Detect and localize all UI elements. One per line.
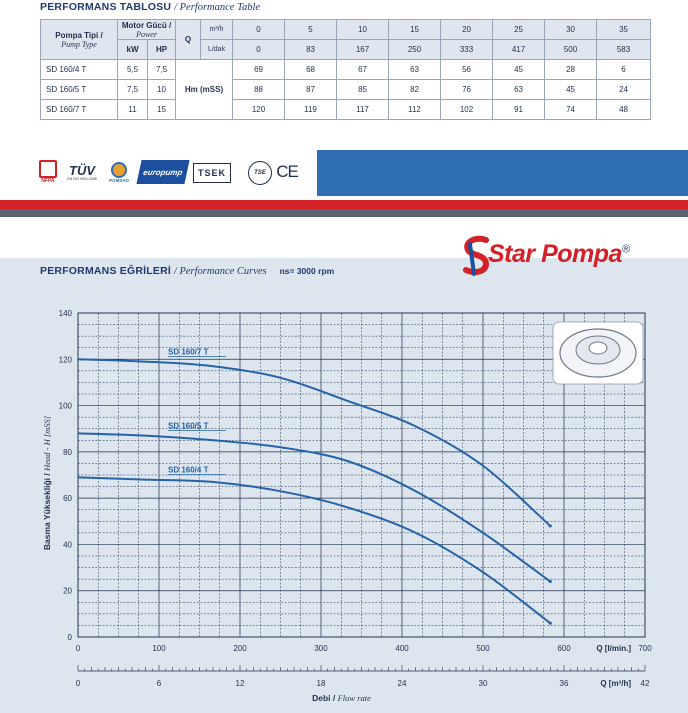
y-tick-label: 20	[63, 586, 72, 596]
row-head: 91	[493, 100, 545, 120]
y-tick-label: 60	[63, 494, 72, 504]
kw-header: kW	[118, 40, 148, 60]
y-tick-label: 40	[63, 540, 72, 550]
series-end-point	[549, 524, 552, 527]
row-model: SD 160/7 T	[41, 100, 118, 120]
row-model: SD 160/4 T	[41, 60, 118, 80]
flow-ldak-1: 83	[285, 40, 337, 60]
y-tick-label: 140	[58, 309, 72, 318]
flow-m3h-1: 5	[285, 20, 337, 40]
x-tick-label-ldak: 700	[638, 644, 652, 653]
series-label: SD 160/7 T	[168, 347, 209, 357]
x-tick-label-ldak: 200	[233, 644, 247, 653]
row-head: 48	[597, 100, 651, 120]
x-tick-label-m3h: 12	[235, 679, 245, 688]
impeller-eye-icon	[589, 342, 607, 354]
flow-m3h-7: 35	[597, 20, 651, 40]
curves-title: PERFORMANS EĞRİLERİ / Performance Curves ns= 3000 rpm	[40, 265, 335, 277]
row-head: 119	[285, 100, 337, 120]
row-head: 88	[233, 80, 285, 100]
flow-ldak-7: 583	[597, 40, 651, 60]
row-head: 85	[337, 80, 389, 100]
ce-logo: CE	[276, 162, 298, 181]
row-head: 112	[389, 100, 441, 120]
row-model: SD 160/5 T	[41, 80, 118, 100]
row-head: 82	[389, 80, 441, 100]
hm-label: Hm (mSS)	[176, 60, 233, 120]
y-tick-label: 120	[58, 355, 72, 365]
x-tick-label-m3h: 36	[559, 679, 569, 688]
series-label: SD 160/5 T	[168, 421, 209, 431]
row-head: 63	[493, 80, 545, 100]
curves-title-en: Performance Curves	[179, 266, 267, 277]
x-tick-label-m3h: 42	[640, 679, 650, 688]
table-title-en: Performance Table	[179, 2, 261, 13]
row-head: 69	[233, 60, 285, 80]
row-hp: 7,5	[148, 60, 176, 80]
impeller-illustration	[553, 322, 643, 384]
flow-m3h-4: 20	[441, 20, 493, 40]
row-head: 76	[441, 80, 493, 100]
unit-ldak: L/dak	[201, 40, 233, 60]
row-head: 6	[597, 60, 651, 80]
y-tick-label: 80	[63, 447, 72, 457]
pump-type-header: Pompa Tipi / Pump Type	[41, 20, 118, 60]
x-tick-label-ldak: 300	[314, 644, 328, 653]
flow-m3h-0: 0	[233, 20, 285, 40]
flow-m3h-6: 30	[545, 20, 597, 40]
pomsad-logo: POMSAD	[106, 160, 132, 184]
row-head: 63	[389, 60, 441, 80]
series-end-point	[549, 622, 552, 625]
x-tick-label-ldak: 400	[395, 644, 409, 653]
table-title: PERFORMANS TABLOSU / Performance Table	[40, 1, 261, 13]
row-hp: 15	[148, 100, 176, 120]
x-tick-label-m3h: 18	[316, 679, 326, 688]
row-head: 74	[545, 100, 597, 120]
europump-logo: europump	[136, 160, 189, 184]
flow-ldak-5: 417	[493, 40, 545, 60]
row-head: 120	[233, 100, 285, 120]
q-header: Q	[176, 20, 201, 60]
row-head: 87	[285, 80, 337, 100]
table-title-tr: PERFORMANS TABLOSU	[40, 1, 172, 13]
row-head: 28	[545, 60, 597, 80]
x-tick-label-ldak: 0	[75, 644, 81, 653]
unit-m3h: m³/h	[201, 20, 233, 40]
curves-title-tr: PERFORMANS EĞRİLERİ	[40, 265, 171, 277]
row-head: 45	[493, 60, 545, 80]
x-tick-label-m3h: 24	[397, 679, 407, 688]
series-end-point	[549, 580, 552, 583]
flow-ldak-0: 0	[233, 40, 285, 60]
flow-ldak-4: 333	[441, 40, 493, 60]
x-tick-label-m3h: 6	[156, 679, 162, 688]
x-axis-label: Debi / Flow rate	[312, 693, 371, 703]
x-tick-label-m3h: 30	[478, 679, 488, 688]
row-head: 102	[441, 100, 493, 120]
tse-logo: TSE	[248, 161, 272, 185]
row-head: 56	[441, 60, 493, 80]
row-head: 68	[285, 60, 337, 80]
flow-ldak-2: 167	[337, 40, 389, 60]
row-head: 45	[545, 80, 597, 100]
row-head: 67	[337, 60, 389, 80]
tsek-logo: TSEK	[193, 163, 231, 183]
y-tick-label: 100	[58, 401, 72, 411]
nfpa-logo: NFPA	[38, 160, 58, 184]
row-kw: 7,5	[118, 80, 148, 100]
hp-header: HP	[148, 40, 176, 60]
x-tick-label-ldak: 500	[476, 644, 490, 653]
flow-m3h-2: 10	[337, 20, 389, 40]
curves-subtitle: ns= 3000 rpm	[279, 266, 335, 276]
flow-m3h-5: 25	[493, 20, 545, 40]
row-head: 117	[337, 100, 389, 120]
x-tick-label-m3h: 0	[75, 679, 81, 688]
series-label: SD 160/4 T	[168, 465, 209, 475]
row-head: 24	[597, 80, 651, 100]
row-hp: 10	[148, 80, 176, 100]
x-unit-m3h: Q [m³/h]	[600, 679, 631, 688]
x-tick-label-ldak: 600	[557, 644, 571, 653]
flow-ldak-3: 250	[389, 40, 441, 60]
brand-name: Star Pompa®	[488, 240, 630, 268]
x-unit-ldak: Q [l/min.]	[596, 644, 631, 653]
flow-m3h-3: 15	[389, 20, 441, 40]
row-kw: 11	[118, 100, 148, 120]
y-tick-label: 0	[67, 633, 72, 642]
tuv-logo: TÜV EN ISO 9001:2008	[67, 162, 97, 181]
flow-ldak-6: 500	[545, 40, 597, 60]
motor-power-header: Motor Gücü / Power	[118, 20, 176, 40]
row-kw: 5,5	[118, 60, 148, 80]
x-tick-label-ldak: 100	[152, 644, 166, 653]
y-axis-label: Basma Yüksekliği / Head - H [mSS]	[42, 415, 52, 551]
